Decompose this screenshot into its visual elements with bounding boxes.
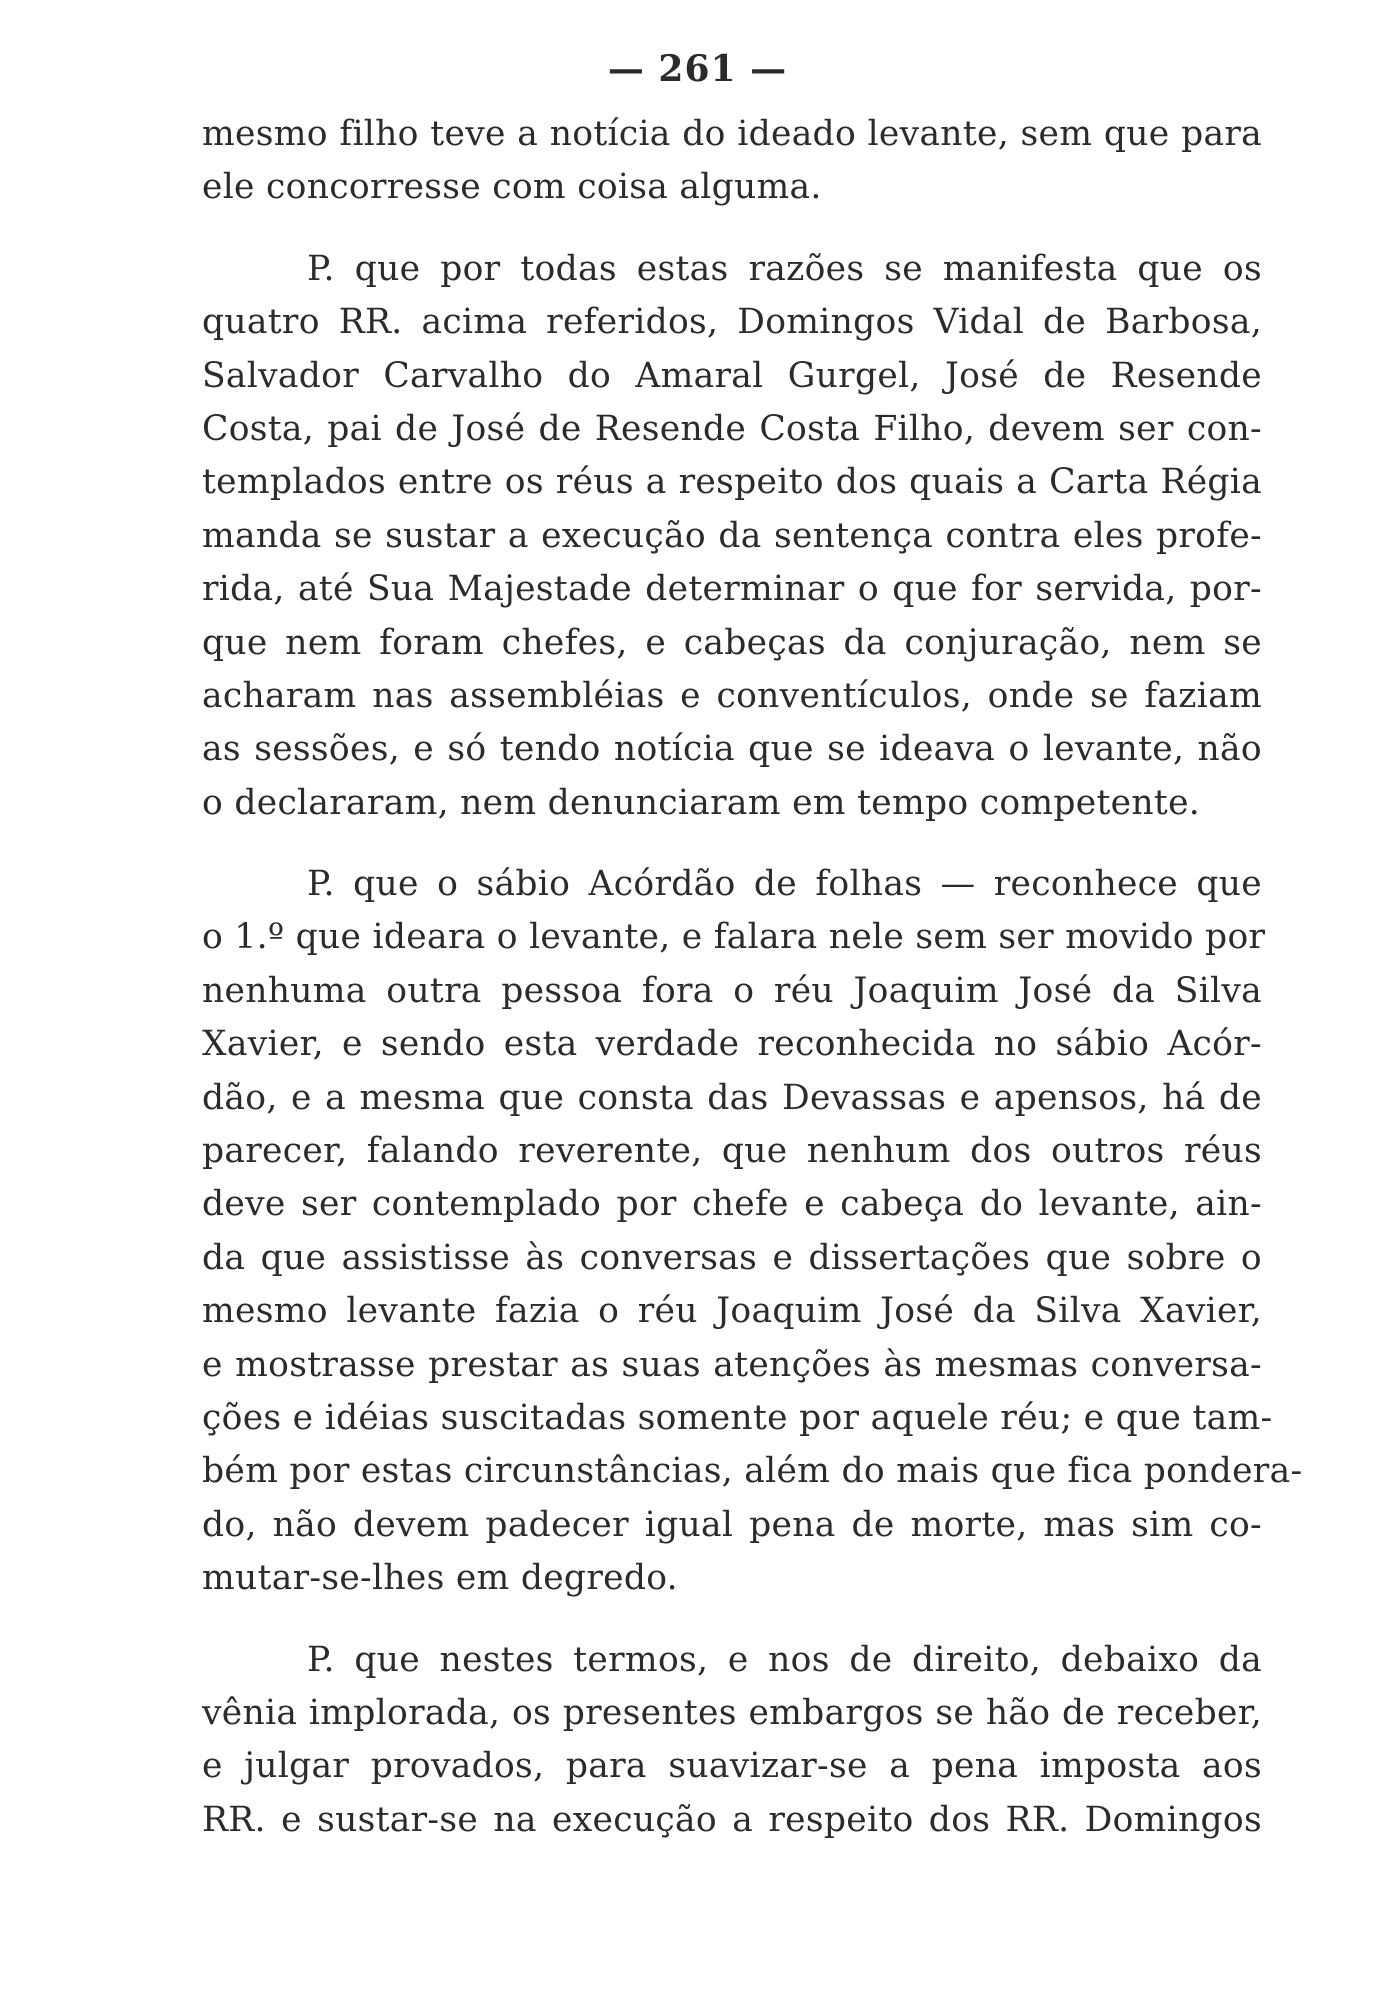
text-line: Xavier, e sendo esta verdade reconhecida no sábio Acór- [202,1024,1262,1065]
paragraph [202,108,1262,215]
paragraph [202,858,1303,1605]
text-line: ções e idéias suscitadas somente por aquele réu; e que tam- [202,1397,1273,1438]
text-line: quatro RR. acima referidos, Domingos Vidal de Barbosa, [202,302,1262,343]
text-line: P. que o sábio Acórdão de folhas — reconhece que [307,864,1262,905]
text-line: o 1.º que ideara o levante, e falara nele sem ser movido por [202,917,1266,958]
text-line: dão, e a mesma que consta das Devassas e apensos, há de [202,1077,1262,1118]
text-line: templados entre os réus a respeito dos quais a Carta Régia [202,462,1262,503]
text-line: e mostrasse prestar as suas atenções às mesmas conversa- [202,1344,1262,1385]
text-line: vênia implorada, os presentes embargos se hão de receber, [202,1692,1262,1733]
body-text [202,108,1303,1875]
text-line: que nem foram chefes, e cabeças da conjuração, nem se [202,622,1262,663]
text-line: as sessões, e só tendo notícia que se ideava o levante, não [202,729,1262,770]
text-line: ele concorresse com coisa alguma. [202,167,822,208]
text-line: deve ser contemplado por chefe e cabeça do levante, ain- [202,1184,1262,1225]
text-line: acharam nas assembléias e conventículos, onde se faziam [202,675,1262,716]
text-line: Salvador Carvalho do Amaral Gurgel, José de Resende [202,355,1262,396]
paragraph [202,1634,1262,1848]
paragraph [202,243,1262,830]
text-line: nenhuma outra pessoa fora o réu Joaquim José da Silva [202,970,1262,1011]
text-line: mesmo levante fazia o réu Joaquim José da Silva Xavier, [202,1291,1262,1332]
text-line: e julgar provados, para suavizar-se a pena imposta aos [202,1746,1262,1787]
text-line: P. que nestes termos, e nos de direito, debaixo da [307,1639,1262,1680]
text-line: P. que por todas estas razões se manifesta que os [307,248,1262,289]
page-number: — 261 — [607,48,788,90]
text-line: manda se sustar a execução da sentença contra eles profe- [202,515,1262,556]
text-line: RR. e sustar-se na execução a respeito dos RR. Domingos [202,1799,1262,1840]
text-line: mesmo filho teve a notícia do ideado levante, sem que para [202,114,1262,154]
text-line: da que assistisse às conversas e dissertações que sobre o [202,1237,1262,1278]
text-line: mutar-se-lhes em degredo. [202,1558,678,1599]
text-line: rida, até Sua Majestade determinar o que for servida, por- [202,569,1262,610]
text-line: do, não devem padecer igual pena de morte, mas sim co- [202,1504,1262,1545]
text-line: parecer, falando reverente, que nenhum dos outros réus [202,1131,1262,1172]
text-line: bém por estas circunstâncias, além do mais que fica pondera- [202,1451,1303,1492]
text-line: Costa, pai de José de Resende Costa Filho, devem ser con- [202,408,1262,449]
text-line: o declararam, nem denunciaram em tempo competente. [202,782,1201,823]
